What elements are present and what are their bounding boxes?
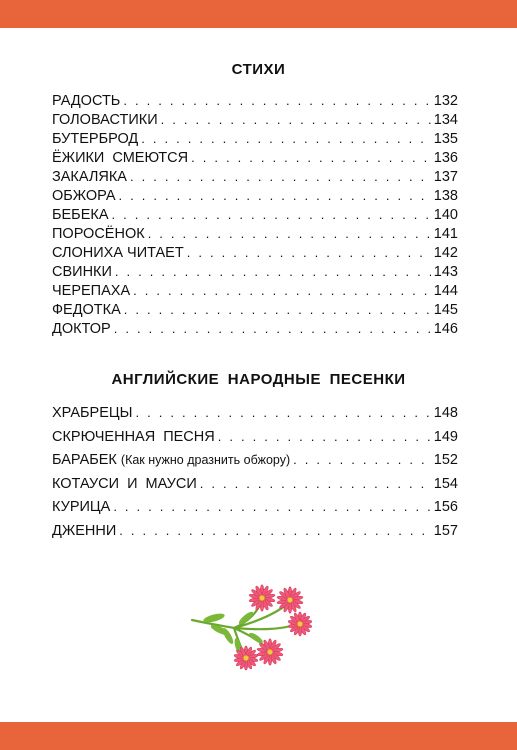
- toc-entry-page: 146: [433, 321, 458, 337]
- bottom-scallop: [0, 721, 517, 733]
- toc-leader: [119, 186, 431, 205]
- top-border: [0, 0, 517, 28]
- toc-entry[interactable]: [52, 262, 458, 281]
- toc-entry-page: 135: [433, 131, 458, 147]
- toc-entry[interactable]: [52, 243, 458, 262]
- flower-blooms: [234, 585, 312, 670]
- section-title-poems: СТИХИ: [231, 61, 286, 78]
- toc-leader: [124, 300, 431, 319]
- toc-entry[interactable]: [52, 281, 458, 300]
- toc-entry-title: ДОКТОР: [52, 321, 111, 337]
- toc-entry-title: ДЖЕННИ: [52, 522, 117, 539]
- toc-entry-page: 142: [433, 245, 458, 261]
- toc-entry-page: 144: [433, 283, 458, 299]
- toc-leader: [200, 472, 431, 496]
- toc-entry-page: 141: [433, 226, 458, 242]
- toc-entry-page: 154: [433, 475, 458, 492]
- toc-entry-title: ФЕДОТКА: [52, 302, 121, 318]
- toc-list-poems: [52, 91, 458, 338]
- toc-entry-title: РАДОСТЬ: [52, 93, 121, 109]
- toc-entry-page: 148: [433, 405, 458, 421]
- toc-entry-page: 156: [433, 499, 458, 516]
- toc-entry-subtitle: (Как нужно дразнить обжору): [120, 453, 291, 468]
- toc-entry[interactable]: [52, 319, 458, 338]
- toc-entry[interactable]: [52, 186, 458, 205]
- toc-entry-page: 140: [433, 207, 458, 223]
- toc-entry[interactable]: [52, 519, 458, 543]
- toc-leader: [161, 110, 431, 129]
- toc-entry-title: ОБЖОРА: [52, 188, 116, 204]
- toc-leader: [141, 129, 431, 148]
- toc-entry[interactable]: [52, 401, 458, 425]
- bottom-border: [0, 722, 517, 750]
- toc-entry-title: КУРИЦА: [52, 499, 111, 516]
- toc-entry-page: 149: [433, 428, 458, 445]
- toc-entry-page: 145: [433, 302, 458, 318]
- toc-entry[interactable]: [52, 300, 458, 319]
- toc-entry-title: СКРЮЧЕННАЯ ПЕСНЯ: [52, 428, 215, 445]
- toc-entry-page: 134: [433, 112, 458, 128]
- toc-leader: [119, 519, 431, 543]
- toc-entry-page: 152: [433, 452, 458, 469]
- toc-leader: [187, 243, 431, 262]
- toc-entry-title: БЕБЕКА: [52, 207, 109, 223]
- toc-leader: [113, 495, 430, 519]
- toc-leader: [133, 281, 431, 300]
- toc-entry-title-group: [52, 449, 290, 473]
- toc-leader: [115, 262, 431, 281]
- toc-entry[interactable]: [52, 129, 458, 148]
- toc-entry-page: 157: [433, 522, 458, 539]
- flower-head: [249, 585, 276, 611]
- toc-entry-page: 137: [433, 169, 458, 185]
- toc-list-songs: [52, 401, 458, 543]
- toc-leader: [218, 425, 431, 449]
- toc-entry-title: ЧЕРЕПАХА: [52, 283, 131, 299]
- toc-entry-page: 132: [433, 93, 458, 109]
- toc-entry[interactable]: [52, 472, 458, 496]
- toc-entry[interactable]: [52, 167, 458, 186]
- toc-entry[interactable]: [52, 448, 458, 472]
- toc-entry[interactable]: [52, 205, 458, 224]
- toc-leader: [112, 205, 431, 224]
- toc-entry-title: ГОЛОВАСТИКИ: [52, 112, 158, 128]
- toc-entry-title: СЛОНИХА ЧИТАЕТ: [52, 245, 184, 261]
- toc-entry-title: ЁЖИКИ СМЕЮТСЯ: [52, 150, 189, 166]
- flower-leaves: [202, 610, 264, 655]
- toc-leader: [114, 319, 431, 338]
- toc-entry-title: ПОРОСЁНОК: [52, 226, 145, 242]
- toc-entry-title: БАРАБЕК: [52, 452, 117, 469]
- toc-leader: [293, 448, 431, 472]
- toc-entry[interactable]: [52, 91, 458, 110]
- toc-entry-title: ЗАКАЛЯКА: [52, 169, 127, 185]
- toc-leader: [123, 91, 430, 110]
- toc-entry[interactable]: [52, 224, 458, 243]
- toc-entry-title: БУТЕРБРОД: [52, 131, 139, 147]
- toc-entry-title: СВИНКИ: [52, 264, 112, 280]
- toc-leader: [148, 224, 431, 243]
- flower-head: [288, 612, 312, 636]
- toc-leader: [130, 167, 431, 186]
- toc-leader: [135, 401, 430, 425]
- toc-entry-page: 138: [433, 188, 458, 204]
- toc-entry[interactable]: [52, 148, 458, 167]
- toc-entry-page: 143: [433, 264, 458, 280]
- toc-entry[interactable]: [52, 425, 458, 449]
- toc-entry-title: КОТАУСИ И МАУСИ: [52, 475, 197, 492]
- flower-sprig-icon: [190, 578, 325, 673]
- top-scallop: [0, 17, 517, 29]
- section-title-songs: АНГЛИЙСКИЕ НАРОДНЫЕ ПЕСЕНКИ: [111, 371, 406, 388]
- toc-entry-title: ХРАБРЕЦЫ: [52, 405, 133, 421]
- toc-leader: [191, 148, 431, 167]
- toc-entry-page: 136: [433, 150, 458, 166]
- toc-entry[interactable]: [52, 110, 458, 129]
- toc-entry[interactable]: [52, 495, 458, 519]
